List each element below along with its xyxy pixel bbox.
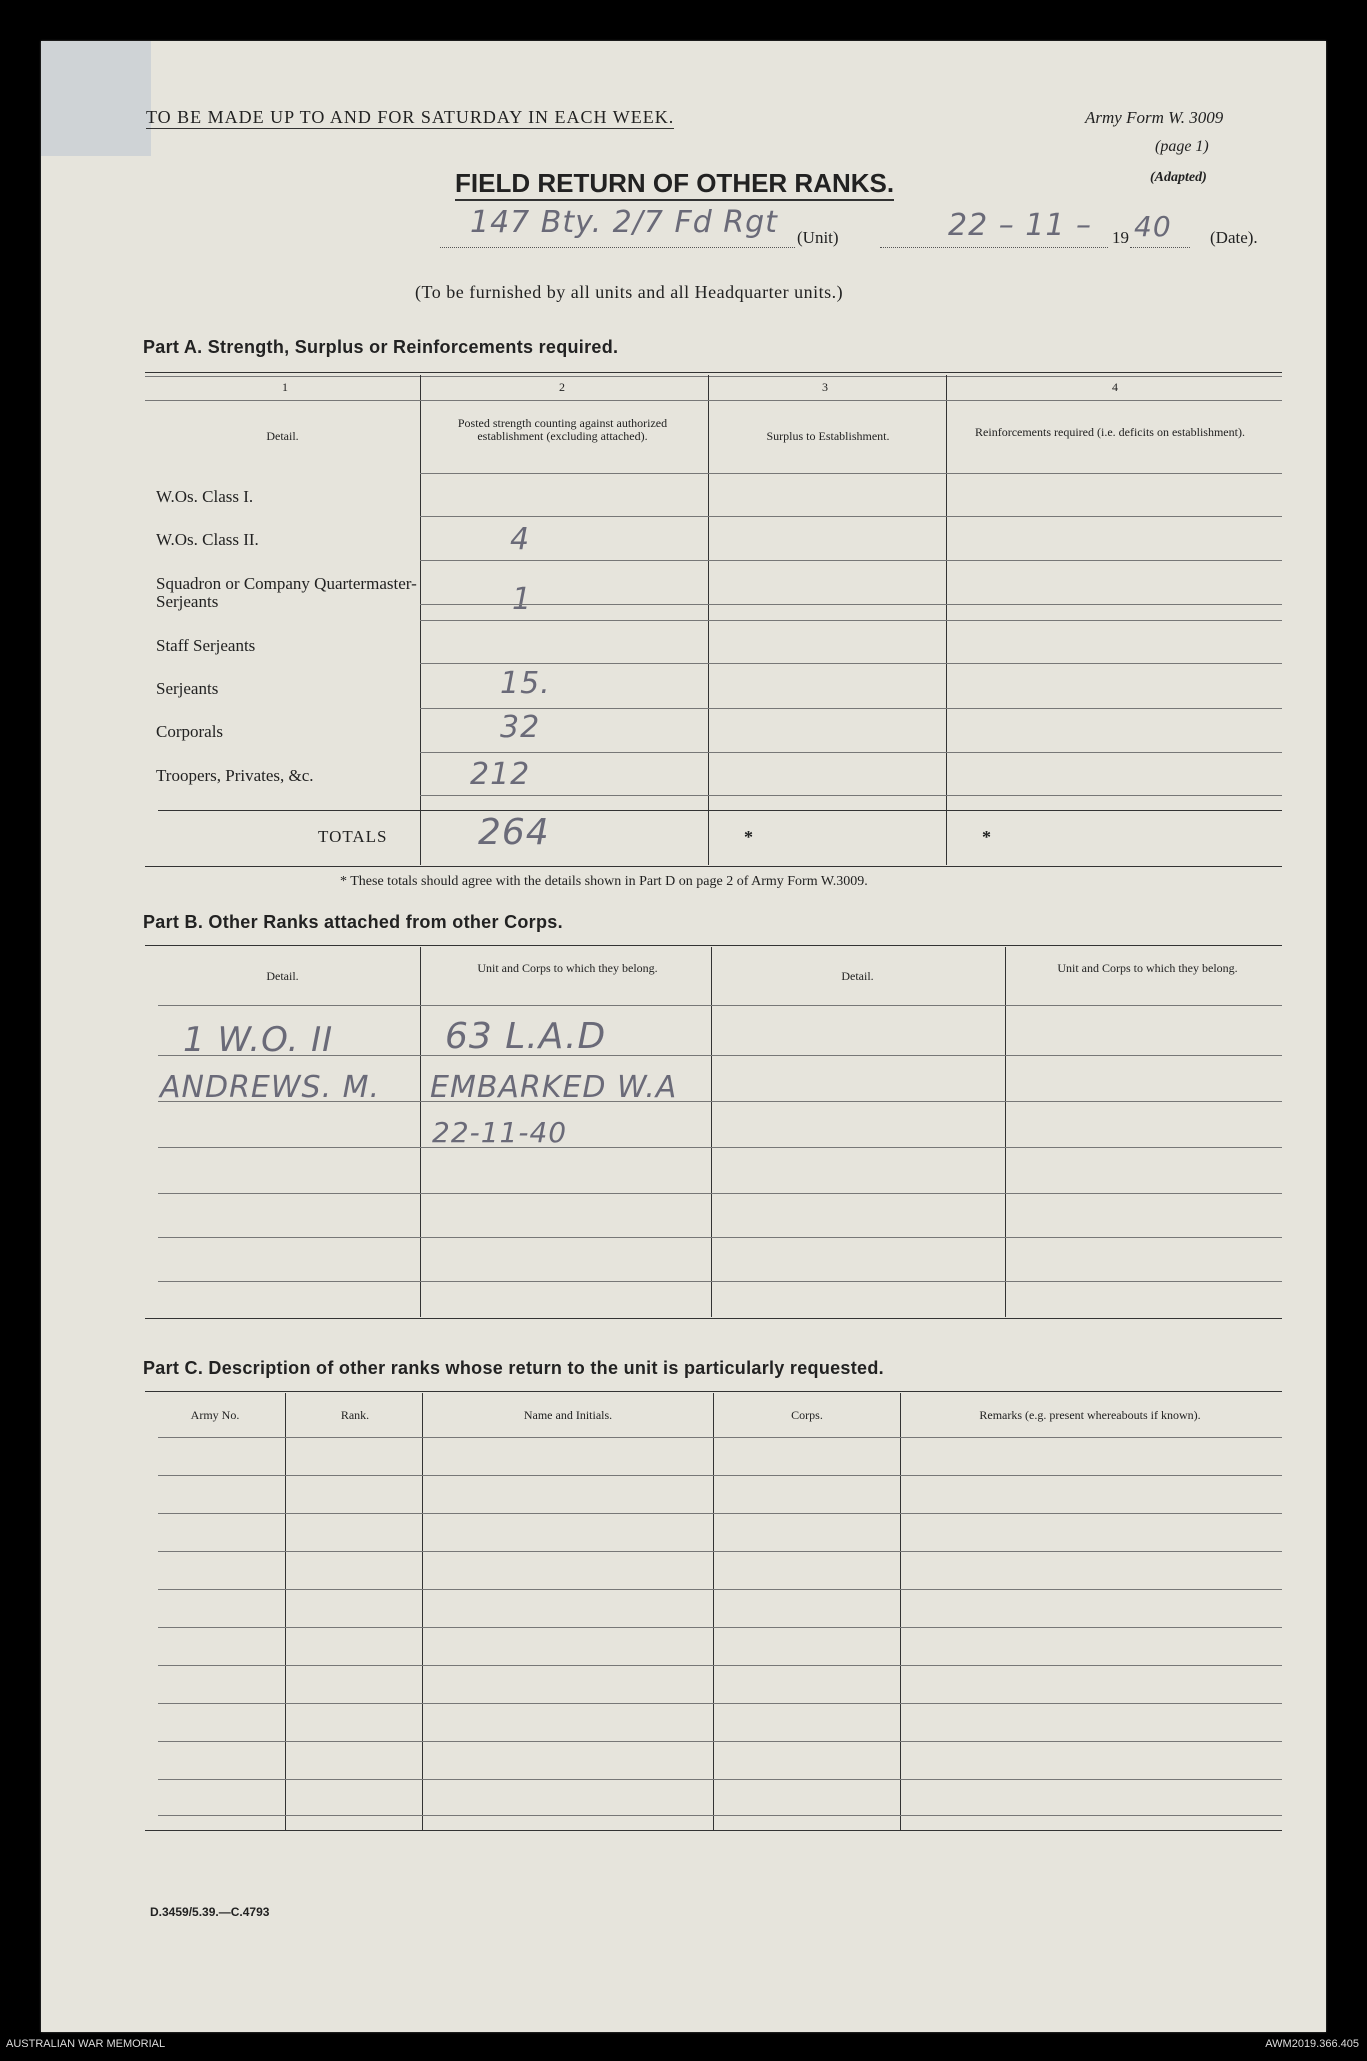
part-c-header-army-no: Army No. bbox=[190, 1408, 240, 1422]
row-value-cqms: 1 bbox=[512, 582, 533, 617]
part-a-header-posted-strength: Posted strength counting against authorized establishment (excluding attached). bbox=[457, 416, 668, 443]
row-label-staff-serjeants: Staff Serjeants bbox=[156, 636, 256, 655]
date-label: (Date). bbox=[1210, 228, 1258, 247]
row-value-serjeants: 15. bbox=[500, 666, 551, 701]
unit-label: (Unit) bbox=[797, 228, 839, 247]
year-dotted-line bbox=[1130, 247, 1190, 248]
part-b-header-unit-2: Unit and Corps to which they belong. bbox=[1057, 961, 1238, 975]
unit-value: 147 Bty. 2/7 Fd Rgt bbox=[470, 205, 778, 240]
footer-left: AUSTRALIAN WAR MEMORIAL bbox=[6, 2038, 166, 2050]
form-id: Army Form W. 3009 bbox=[1085, 108, 1224, 127]
col-number-1: 1 bbox=[282, 380, 288, 394]
part-b-entry-detail-2: ANDREWS. M. bbox=[160, 1070, 381, 1105]
part-b-header-detail-1: Detail. bbox=[266, 969, 299, 983]
print-code: D.3459/5.39.—C.4793 bbox=[150, 1905, 270, 1919]
part-b-header-unit-1: Unit and Corps to which they belong. bbox=[477, 961, 658, 975]
col-number-3: 3 bbox=[822, 380, 828, 394]
part-a-footnote: * These totals should agree with the details shown in Part D on page 2 of Army Form W.3009. bbox=[340, 874, 868, 889]
year-prefix: 19 bbox=[1112, 228, 1129, 247]
instruction-text: TO BE MADE UP TO AND FOR SATURDAY IN EACH WEEK. bbox=[146, 107, 675, 127]
torn-corner bbox=[41, 41, 151, 156]
part-b-header-detail-2: Detail. bbox=[841, 969, 874, 983]
part-b-entry-detail-1: 1 W.O. II bbox=[183, 1020, 334, 1060]
part-a-header-reinforcements: Reinforcements required (i.e. deficits on establishment). bbox=[975, 425, 1245, 439]
row-value-privates: 212 bbox=[470, 757, 531, 792]
page-title: FIELD RETURN OF OTHER RANKS. bbox=[455, 168, 894, 201]
row-value-corporals: 32 bbox=[500, 710, 541, 745]
part-b-entry-unit-2: EMBARKED W.A bbox=[430, 1070, 678, 1105]
date-value: 22 – 11 – bbox=[948, 208, 1092, 243]
totals-asterisk-surplus: * bbox=[744, 827, 753, 847]
part-c-heading: Part C. Description of other ranks whose return to the unit is particularly requested. bbox=[143, 1358, 884, 1378]
col-number-4: 4 bbox=[1112, 380, 1118, 394]
date-dotted-line bbox=[880, 247, 1108, 248]
part-a-header-detail: Detail. bbox=[266, 429, 299, 443]
part-c-header-name: Name and Initials. bbox=[523, 1408, 613, 1422]
part-c-header-corps: Corps. bbox=[791, 1408, 823, 1422]
part-b-heading: Part B. Other Ranks attached from other Corps. bbox=[143, 912, 563, 932]
part-c-header-remarks: Remarks (e.g. present whereabouts if known). bbox=[979, 1408, 1201, 1422]
row-label-cqms: Squadron or Company Quartermaster-Serjeants bbox=[156, 574, 417, 611]
row-label-wo-class-1: W.Os. Class I. bbox=[156, 487, 254, 506]
row-label-serjeants: Serjeants bbox=[156, 679, 219, 698]
row-label-wo-class-2: W.Os. Class II. bbox=[156, 530, 259, 549]
row-label-privates: Troopers, Privates, &c. bbox=[156, 766, 314, 785]
totals-label: TOTALS bbox=[318, 827, 388, 846]
part-a-header-surplus: Surplus to Establishment. bbox=[766, 429, 890, 443]
totals-value: 264 bbox=[478, 812, 550, 853]
part-a-heading: Part A. Strength, Surplus or Reinforcements required. bbox=[143, 337, 619, 357]
part-c-header-rank: Rank. bbox=[340, 1408, 370, 1422]
part-b-entry-unit-1: 63 L.A.D bbox=[445, 1016, 607, 1057]
footer-right: AWM2019.366.405 bbox=[1265, 2038, 1359, 2050]
part-b-entry-unit-3: 22-11-40 bbox=[432, 1116, 568, 1149]
col-number-2: 2 bbox=[559, 380, 565, 394]
furnish-note: (To be furnished by all units and all Headquarter units.) bbox=[415, 282, 844, 302]
adapted-note: (Adapted) bbox=[1150, 170, 1207, 185]
unit-dotted-line bbox=[440, 247, 795, 248]
row-value-wo-class-2: 4 bbox=[510, 522, 531, 557]
page-note: (page 1) bbox=[1155, 138, 1209, 155]
totals-asterisk-reinforcements: * bbox=[982, 827, 991, 847]
row-label-corporals: Corporals bbox=[156, 722, 224, 741]
part-a-top-border bbox=[145, 372, 1282, 373]
year-value: 40 bbox=[1134, 210, 1172, 243]
